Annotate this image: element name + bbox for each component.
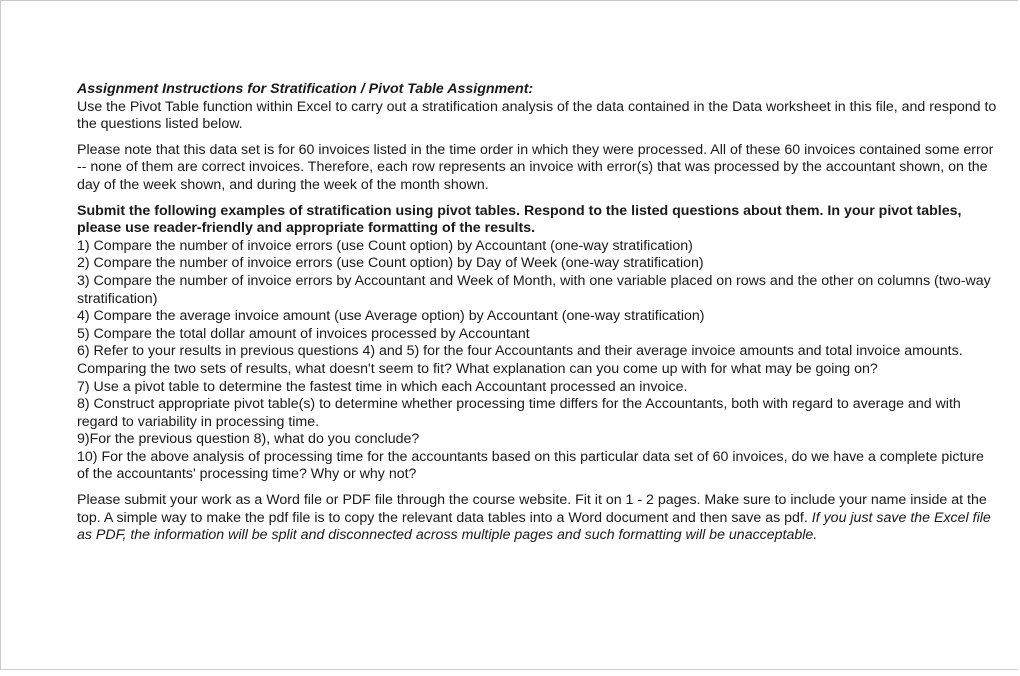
submit-heading: Submit the following examples of stratification using pivot tables. Respond to the listed questions about them. In your pivot tables, please use reader-friendly and appropriate formatting of the results. <box>77 202 962 237</box>
question-item: 3) Compare the number of invoice errors by Accountant and Week of Month, with one variable placed on rows and the other on columns (two-way stratification) <box>77 272 991 307</box>
questions-list <box>77 238 997 484</box>
question-item: 7) Use a pivot table to determine the fastest time in which each Accountant processed an invoice. <box>77 378 688 395</box>
question-item: 2) Compare the number of invoice errors (use Count option) by Day of Week (one-way stratification) <box>77 255 704 272</box>
document-title: Assignment Instructions for Stratification / Pivot Table Assignment: <box>77 81 534 97</box>
note-paragraph: Please note that this data set is for 60 invoices listed in the time order in which they were processed. All of these 60 invoices contained some error -- none of them are correct invoices. Therefore, each row represents an invoice with error(s) that was processed by the accountant shown, on the day of the week shown, and during the week of the month shown. <box>77 141 994 193</box>
closing-plain-text: Please submit your work as a Word file or PDF file through the course website. Fit it on 1 - 2 pages. Make sure to include your name inside at the top. A simple way to make the pdf file is to copy the relevant data tables into a Word document and then save as pdf. <box>77 492 987 526</box>
document-body <box>77 81 997 545</box>
question-item: 6) Refer to your results in previous questions 4) and 5) for the four Accountants and their average invoice amounts and total invoice amounts. Comparing the two sets of results, what doesn't seem to fit? What explanation can you come up with for what may be going on? <box>77 343 963 377</box>
closing-italic-text: If you just save the Excel file as PDF, the information will be split and disconnected across multiple pages and such formatting will be unacceptable. <box>77 509 991 544</box>
intro-paragraph: Use the Pivot Table function within Excel to carry out a stratification analysis of the data contained in the Data worksheet in this file, and respond to the questions listed below. <box>77 98 997 133</box>
question-item: 1) Compare the number of invoice errors (use Count option) by Accountant (one-way stratification) <box>77 237 693 254</box>
question-item: 9)For the previous question 8), what do you conclude? <box>77 431 420 448</box>
closing-paragraph <box>77 492 997 545</box>
question-item: 10) For the above analysis of processing time for the accountants based on this particular data set of 60 invoices, do we have a complete picture of the accountants' processing time? Why or why not? <box>77 448 984 483</box>
question-item: 8) Construct appropriate pivot table(s) to determine whether processing time differs for the Accountants, both with regard to average and with regard to variability in processing time. <box>77 396 961 430</box>
question-item: 5) Compare the total dollar amount of invoices processed by Accountant <box>77 325 530 342</box>
question-item: 4) Compare the average invoice amount (use Average option) by Accountant (one-way stratification) <box>77 308 705 325</box>
